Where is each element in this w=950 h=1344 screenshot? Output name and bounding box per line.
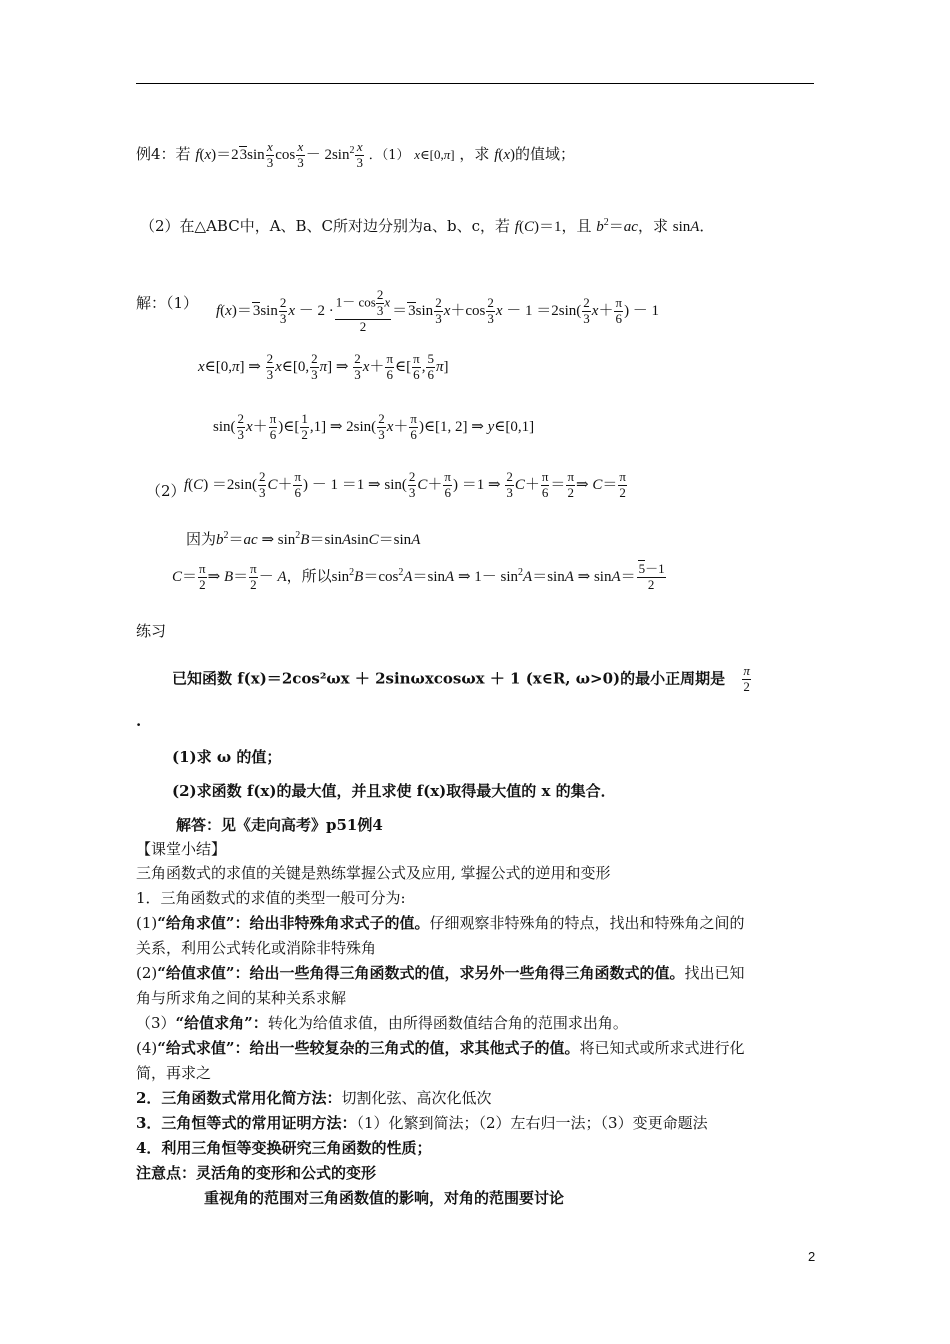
page-number: 2 bbox=[808, 1249, 816, 1264]
practice-q2: (2)求函数 f(x)的最大值，并且求使 f(x)取得最大值的 x 的集合． bbox=[172, 782, 616, 800]
summary-item3: 3．三角恒等式的常用证明方法：（1）化繁到简法；（2）左右归一法；（3）变更命题法 bbox=[136, 1114, 708, 1132]
practice-problem: 已知函数 f(x)＝2cos²ωx ＋ 2sinωxcosωx ＋ 1 (x∈R, ω>0)的最小正周期是 $\frac{\pi}{2}$ bbox=[172, 663, 750, 694]
solution-eq6: C＝ $\frac{\pi}{2}$ ⇒ B＝ $\frac{\pi}{2}$ － A，所以$\sin^2B=\cos^2A=\sin A$ ⇒ $1- \sin^2A=\sin A$ ⇒ sinA＝ $\frac{5-1}{2}$ bbox=[172, 561, 665, 592]
summary-intro: 三角函数式的求值的关键是熟练掌握公式及应用, 掌握公式的逆用和变形 bbox=[136, 864, 611, 882]
solution-eq4: f(C) ＝2sin( $\frac{2}{3}$ C＋ $\frac{\pi}{6}$ ) － 1 ＝1 ⇒ sin( $\frac{2}{3}$ C＋ $\frac{\pi}{6}$ ) ＝1 ⇒ $\frac{2}{3}$ C＋ $\frac{\pi}{6}$ ＝ $\frac{\pi}{2}$ ⇒ C＝ $\frac{\pi}{2}$ bbox=[184, 469, 626, 500]
summary-type4: (4)“给式求值”：给出一些较复杂的三角式的值，求其他式子的值。将已知式或所求式进行化 bbox=[136, 1039, 745, 1057]
example-label: 例4：若 bbox=[136, 144, 191, 163]
solution-eq1: f(x)＝3sin $\frac{2}{3}$ x － 2 · 1－ cos $\frac{2}{3}$ x 2 ＝3sin $\frac{2}{3}$ x＋cos $\frac{2}{3}$ x － 1 ＝2sin( $\frac{2}{3}$ x＋ $\frac{\pi}{6}$ ) － 1 bbox=[216, 287, 660, 334]
summary-item2: 2．三角函数式常用化简方法：切割化弦、高次化低次 bbox=[136, 1089, 492, 1107]
solution-label: 解：（1） bbox=[136, 294, 199, 312]
example-part2: （2）在△ABC中，A、B、C所对边分别为a、b、c，若 f(C)＝1，且 $b^2=ac$，求 sinA． bbox=[140, 217, 715, 235]
summary-note1: 注意点：灵活角的变形和公式的变形 bbox=[136, 1164, 377, 1182]
practice-heading: 练习 bbox=[136, 622, 167, 640]
header-rule bbox=[136, 83, 814, 84]
summary-type4-cont: 简，再求之 bbox=[136, 1064, 212, 1082]
summary-item4: 4．利用三角恒等变换研究三角函数的性质； bbox=[136, 1139, 432, 1157]
solution-eq3: sin( $\frac{2}{3}$ x＋ $\frac{\pi}{6}$ )∈[ $\frac{1}{2}$ ,1] ⇒ 2sin( $\frac{2}{3}$ x＋ $\frac{\pi}{6}$ )∈[1, 2] ⇒ y∈[0,1] bbox=[213, 411, 535, 442]
summary-item1: 1．三角函数式的求值的类型一般可分为: bbox=[136, 889, 406, 907]
summary-type2: (2)“给值求值”：给出一些角得三角函数式的值，求另外一些角得三角函数式的值。找出已知 bbox=[136, 964, 745, 982]
practice-answer: 解答：见《走向高考》p51例4 bbox=[176, 816, 383, 834]
summary-type2-cont: 角与所求角之间的某种关系求解 bbox=[136, 989, 347, 1007]
summary-type1: (1)“给角求值”：给出非特殊角求式子的值。仔细观察非特殊角的特点，找出和特殊角之间的 bbox=[136, 914, 745, 932]
example-formula: f(x)＝23sin $\frac{x}{3}$ cos $\frac{x}{3}$ － $2\sin^2$ $\frac{x}{3}$ bbox=[195, 139, 363, 170]
practice-q1: (1)求 ω 的值； bbox=[172, 748, 282, 766]
solution-eq2: x∈[0,π] ⇒ $\frac{2}{3}$ x∈[0, $\frac{2}{3}$ π] ⇒ $\frac{2}{3}$ x＋ $\frac{\pi}{6}$ ∈[ $\frac{\pi}{6}$ , $\frac{5}{6}$ π] bbox=[198, 351, 449, 382]
solution-eq5: 因为$b^2=ac$ ⇒ $\sin^2B=sinAsinC=\sin A$ bbox=[186, 530, 421, 548]
summary-heading: 【课堂小结】 bbox=[136, 840, 227, 858]
example-line: 例4：若 f(x)＝23sin $\frac{x}{3}$ cos $\frac{x}{3}$ － $2\sin^2$ $\frac{x}{3}$ ．（1） x∈[0,π] ，求 f(x)的值域； bbox=[136, 139, 576, 170]
practice-dot: . bbox=[136, 712, 142, 730]
summary-type3: （3）“给值求角”：转化为给值求值，由所得函数值结合角的范围求出角。 bbox=[136, 1014, 628, 1032]
summary-note2: 重视角的范围对三角函数值的影响，对角的范围要讨论 bbox=[204, 1189, 565, 1207]
summary-type1-cont: 关系，利用公式转化或消除非特殊角 bbox=[136, 939, 377, 957]
solution-part2-label: （2） bbox=[146, 482, 186, 500]
